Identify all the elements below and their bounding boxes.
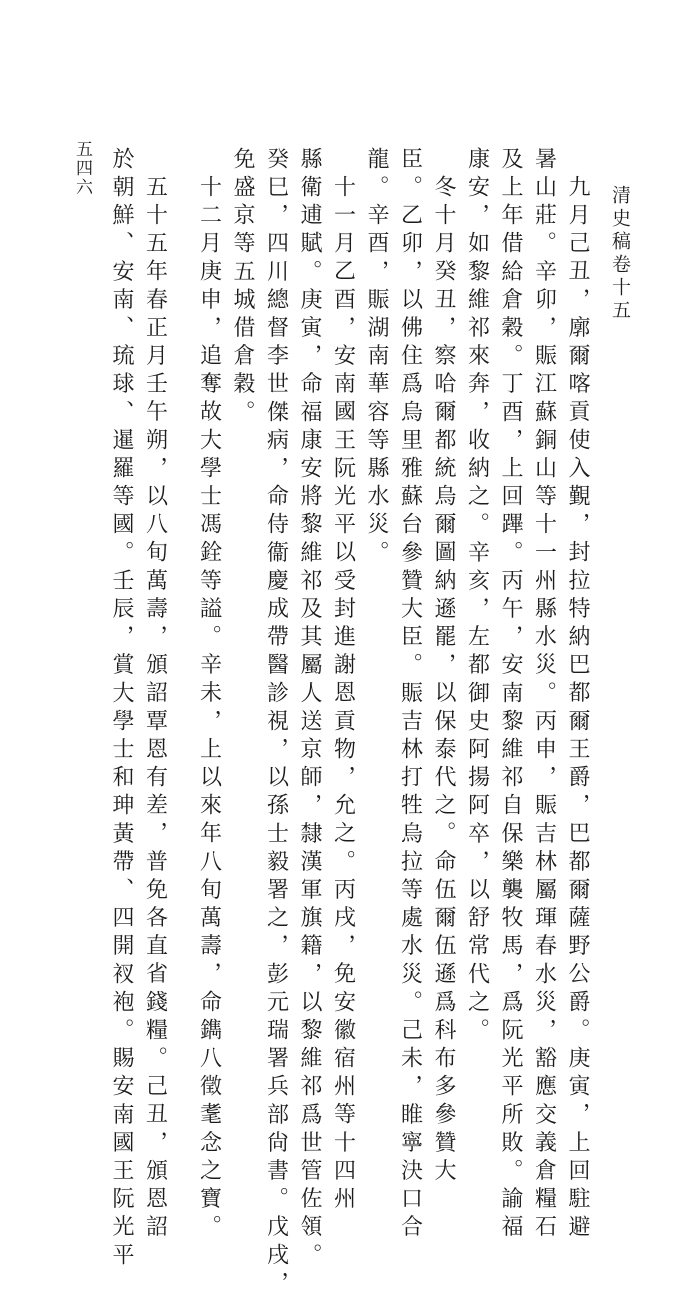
body-text: [109, 147, 590, 1299]
text-column: 縣衛逋賦。庚寅，命福康安將黎維祁及其屬人送京師，隸漢軍旗籍，以黎維祁爲世管佐領。: [297, 147, 322, 1271]
text-column: 癸巳，四川總督李世傑病，命侍衞慶成帶醫診視，以孫士毅署之，彭元瑞署兵部尙書。戊戌，: [263, 147, 289, 1299]
text-column: 十一月乙酉，安南國王阮光平以受封進謝恩貢物，允之。丙戌，免安徽宿州等十四州: [330, 175, 356, 1215]
text-column: 冬十月癸丑，察哈爾都統烏爾圖納遜罷，以保泰代之。命伍爾伍遜爲科布多參贊大: [431, 175, 456, 1187]
page-number: 五四六: [72, 140, 92, 197]
text-column: 及上年借給倉穀。丁酉，上回蹕。丙午，安南黎維祁自保樂襲牧馬，爲阮光平所敗。諭福: [498, 147, 523, 1243]
text-column: 暑山莊。辛卯，賑江蘇銅山等十一州縣水災。丙申，賑吉林屬琿春水災，豁應交義倉糧石: [531, 147, 557, 1243]
text-column: 龍。辛酉，賑湖南華容等縣水災。: [364, 147, 389, 569]
running-header: 清史稿卷十五: [609, 185, 631, 323]
text-column: 臣。乙卯，以佛住爲烏里雅蘇台參贊大臣。賑吉林打牲烏拉等處水災。己未，睢寧決口合: [397, 147, 423, 1243]
column-spacer: [177, 147, 186, 967]
text-column: 康安，如黎維祁來奔，收納之。辛亥，左都御史阿揚阿卒，以舒常代之。: [464, 147, 490, 1047]
text-column: 五十五年春正月壬午朔，以八旬萬壽，頒詔覃恩有差，普免各直省錢糧。己丑，頒恩詔: [142, 175, 168, 1243]
text-column: 九月己丑，廓爾喀貢使入覲，封拉特納巴都爾王爵，巴都爾薩野公爵。庚寅，上回駐避: [565, 175, 590, 1243]
text-column: 於朝鮮、安南、琉球、暹羅等國。壬辰，賞大學士和珅黃帶、四開衩袍。賜安南國王阮光平: [109, 147, 134, 1271]
text-column: 十二月庚申，追奪故大學士馮銓等謚。辛未，上以來年八旬萬壽，命鐫八徵耄念之寶。: [196, 175, 222, 1243]
text-column: 免盛京等五城借倉穀。: [230, 147, 255, 428]
